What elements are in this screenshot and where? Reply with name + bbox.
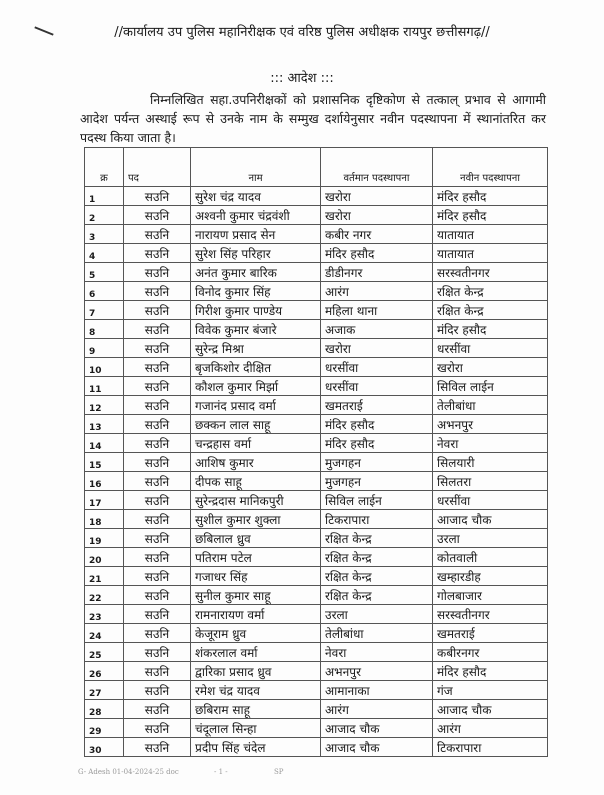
cell-current-posting: आजाद चौक bbox=[321, 719, 433, 738]
cell-current-posting: अजाक bbox=[321, 320, 433, 339]
cell-post: सउनि bbox=[124, 567, 191, 586]
cell-current-posting: अभनपुर bbox=[321, 662, 433, 681]
cell-name: बृजकिशोर दीक्षित bbox=[191, 358, 321, 377]
cell-name: केजूराम ध्रुव bbox=[191, 624, 321, 643]
cell-post: सउनि bbox=[124, 643, 191, 662]
cell-post: सउनि bbox=[124, 301, 191, 320]
cell-new-posting: कोतवाली bbox=[433, 548, 548, 567]
cell-serial: 6 bbox=[85, 282, 124, 301]
cell-serial: 19 bbox=[85, 529, 124, 548]
cell-serial: 30 bbox=[85, 738, 124, 757]
cell-new-posting: सिलतरा bbox=[433, 472, 548, 491]
cell-new-posting: आजाद चौक bbox=[433, 510, 548, 529]
cell-name: दीपक साहू bbox=[191, 472, 321, 491]
cell-current-posting: रक्षित केन्द्र bbox=[321, 586, 433, 605]
cell-new-posting: गंज bbox=[433, 681, 548, 700]
cell-serial: 29 bbox=[85, 719, 124, 738]
cell-new-posting: धरसींवा bbox=[433, 491, 548, 510]
cell-name: रमेश चंद्र यादव bbox=[191, 681, 321, 700]
cell-post: सउनि bbox=[124, 700, 191, 719]
cell-name: सुरेश सिंह परिहार bbox=[191, 244, 321, 263]
table-row bbox=[85, 491, 548, 510]
cell-post: सउनि bbox=[124, 624, 191, 643]
cell-current-posting: मंदिर हसौद bbox=[321, 415, 433, 434]
cell-serial: 24 bbox=[85, 624, 124, 643]
table-row bbox=[85, 624, 548, 643]
cell-new-posting: टिकरापारा bbox=[433, 738, 548, 757]
cell-name: सुशील कुमार शुक्ला bbox=[191, 510, 321, 529]
cell-name: विनोद कुमार सिंह bbox=[191, 282, 321, 301]
cell-post: सउनि bbox=[124, 548, 191, 567]
cell-new-posting: मंदिर हसौद bbox=[433, 662, 548, 681]
cell-serial: 16 bbox=[85, 472, 124, 491]
cell-serial: 26 bbox=[85, 662, 124, 681]
col-header-new-posting: नवीन पदस्थापना bbox=[433, 148, 548, 187]
cell-new-posting: कबीरनगर bbox=[433, 643, 548, 662]
cell-name: रामनारायण वर्मा bbox=[191, 605, 321, 624]
cell-post: सउनि bbox=[124, 434, 191, 453]
table-row bbox=[85, 415, 548, 434]
cell-post: सउनि bbox=[124, 206, 191, 225]
cell-post: सउनि bbox=[124, 510, 191, 529]
cell-current-posting: रक्षित केन्द्र bbox=[321, 548, 433, 567]
table-row bbox=[85, 700, 548, 719]
table-row bbox=[85, 225, 548, 244]
cell-serial: 23 bbox=[85, 605, 124, 624]
order-title: ::: आदेश ::: bbox=[270, 71, 334, 86]
cell-post: सउनि bbox=[124, 358, 191, 377]
cell-post: सउनि bbox=[124, 320, 191, 339]
cell-name: विवेक कुमार बंजारे bbox=[191, 320, 321, 339]
cell-current-posting: सिविल लाईन bbox=[321, 491, 433, 510]
table-row bbox=[85, 339, 548, 358]
cell-serial: 4 bbox=[85, 244, 124, 263]
cell-current-posting: मुजगहन bbox=[321, 472, 433, 491]
cell-serial: 2 bbox=[85, 206, 124, 225]
cell-name: सुनील कुमार साहू bbox=[191, 586, 321, 605]
cell-serial: 17 bbox=[85, 491, 124, 510]
cell-name: चंदूलाल सिन्हा bbox=[191, 719, 321, 738]
cell-current-posting: धरसींवा bbox=[321, 377, 433, 396]
table-row bbox=[85, 377, 548, 396]
cell-serial: 12 bbox=[85, 396, 124, 415]
cell-current-posting: मंदिर हसौद bbox=[321, 434, 433, 453]
cell-serial: 20 bbox=[85, 548, 124, 567]
cell-serial: 13 bbox=[85, 415, 124, 434]
cell-serial: 15 bbox=[85, 453, 124, 472]
cell-new-posting: खरोरा bbox=[433, 358, 548, 377]
cell-post: सउनि bbox=[124, 244, 191, 263]
table-row bbox=[85, 320, 548, 339]
col-header-current-posting: वर्तमान पदस्थापना bbox=[321, 148, 433, 187]
cell-name: नारायण प्रसाद सेन bbox=[191, 225, 321, 244]
cell-post: सउनि bbox=[124, 586, 191, 605]
cell-new-posting: मंदिर हसौद bbox=[433, 206, 548, 225]
table-row bbox=[85, 510, 548, 529]
order-paragraph: निम्नलिखित सहा.उपनिरीक्षकों को प्रशासनिक दृष्टिकोण से तत्काल् प्रभाव से आगामी आदेश पर्यन्त अस्थाई रूप से उनके नाम के सम्मुख दर्शायेनुसार नवीन पदस्थापना में स्थानांतरित कर पदस्थ किया जाता है। bbox=[80, 92, 546, 145]
cell-new-posting: खमतराई bbox=[433, 624, 548, 643]
cell-serial: 9 bbox=[85, 339, 124, 358]
cell-current-posting: कबीर नगर bbox=[321, 225, 433, 244]
cell-post: सउनि bbox=[124, 681, 191, 700]
cell-current-posting: महिला थाना bbox=[321, 301, 433, 320]
cell-post: सउनि bbox=[124, 396, 191, 415]
table-row bbox=[85, 529, 548, 548]
table-row bbox=[85, 548, 548, 567]
cell-current-posting: मुजगहन bbox=[321, 453, 433, 472]
cell-post: सउनि bbox=[124, 282, 191, 301]
cell-name: कौशल कुमार मिर्झा bbox=[191, 377, 321, 396]
cell-serial: 11 bbox=[85, 377, 124, 396]
table-row bbox=[85, 472, 548, 491]
table-row bbox=[85, 643, 548, 662]
cell-new-posting: तेलीबांधा bbox=[433, 396, 548, 415]
cell-name: गजानंद प्रसाद वर्मा bbox=[191, 396, 321, 415]
table-header-row bbox=[85, 148, 548, 187]
cell-post: सउनि bbox=[124, 472, 191, 491]
cell-current-posting: डीडीनगर bbox=[321, 263, 433, 282]
cell-name: अनंत कुमार बारिक bbox=[191, 263, 321, 282]
table-row bbox=[85, 244, 548, 263]
cell-serial: 7 bbox=[85, 301, 124, 320]
table-row bbox=[85, 358, 548, 377]
office-header: //कार्यालय उप पुलिस महानिरीक्षक एवं वरिष्ठ पुलिस अधीक्षक रायपुर छत्तीसगढ़// bbox=[114, 25, 490, 40]
table-row bbox=[85, 681, 548, 700]
cell-serial: 5 bbox=[85, 263, 124, 282]
cell-new-posting: गोलबाजार bbox=[433, 586, 548, 605]
cell-current-posting: आमानाका bbox=[321, 681, 433, 700]
cell-new-posting: सरस्वतीनगर bbox=[433, 605, 548, 624]
cell-serial: 21 bbox=[85, 567, 124, 586]
table-row bbox=[85, 586, 548, 605]
footer-filename: G- Adesh 01-04-2024-25 doc bbox=[78, 768, 179, 776]
cell-new-posting: आजाद चौक bbox=[433, 700, 548, 719]
table-row bbox=[85, 605, 548, 624]
cell-name: पतिराम पटेल bbox=[191, 548, 321, 567]
cell-current-posting: आरंग bbox=[321, 282, 433, 301]
cell-serial: 25 bbox=[85, 643, 124, 662]
cell-serial: 18 bbox=[85, 510, 124, 529]
cell-current-posting: खरोरा bbox=[321, 187, 433, 206]
table-row bbox=[85, 719, 548, 738]
table-row bbox=[85, 662, 548, 681]
table-row bbox=[85, 206, 548, 225]
cell-name: आशिष कुमार bbox=[191, 453, 321, 472]
cell-current-posting: खमतराई bbox=[321, 396, 433, 415]
cell-post: सउनि bbox=[124, 453, 191, 472]
cell-post: सउनि bbox=[124, 662, 191, 681]
table-row bbox=[85, 282, 548, 301]
cell-current-posting: तेलीबांधा bbox=[321, 624, 433, 643]
table-row bbox=[85, 738, 548, 757]
cell-current-posting: आरंग bbox=[321, 700, 433, 719]
cell-name: सुरेश चंद्र यादव bbox=[191, 187, 321, 206]
cell-current-posting: टिकरापारा bbox=[321, 510, 433, 529]
cell-new-posting: खम्हारडीह bbox=[433, 567, 548, 586]
cell-post: सउनि bbox=[124, 187, 191, 206]
cell-name: चन्द्रहास वर्मा bbox=[191, 434, 321, 453]
cell-post: सउनि bbox=[124, 415, 191, 434]
table-row bbox=[85, 263, 548, 282]
table-row bbox=[85, 187, 548, 206]
cell-post: सउनि bbox=[124, 738, 191, 757]
cell-post: सउनि bbox=[124, 263, 191, 282]
cell-new-posting: रक्षित केन्द्र bbox=[433, 301, 548, 320]
cell-current-posting: धरसींवा bbox=[321, 358, 433, 377]
cell-current-posting: खरोरा bbox=[321, 206, 433, 225]
cell-new-posting: यातायात bbox=[433, 244, 548, 263]
cell-serial: 1 bbox=[85, 187, 124, 206]
cell-current-posting: मंदिर हसौद bbox=[321, 244, 433, 263]
table-row bbox=[85, 434, 548, 453]
footer-initials: SP bbox=[274, 768, 284, 776]
cell-serial: 28 bbox=[85, 700, 124, 719]
cell-name: छबिराम साहू bbox=[191, 700, 321, 719]
cell-post: सउनि bbox=[124, 719, 191, 738]
cell-serial: 8 bbox=[85, 320, 124, 339]
cell-post: सउनि bbox=[124, 529, 191, 548]
cell-name: प्रदीप सिंह चंदेल bbox=[191, 738, 321, 757]
cell-current-posting: आजाद चौक bbox=[321, 738, 433, 757]
cell-new-posting: रक्षित केन्द्र bbox=[433, 282, 548, 301]
cell-serial: 10 bbox=[85, 358, 124, 377]
cell-serial: 3 bbox=[85, 225, 124, 244]
cell-name: गजाधर सिंह bbox=[191, 567, 321, 586]
cell-new-posting: आरंग bbox=[433, 719, 548, 738]
cell-name: अश्वनी कुमार चंद्रवंशी bbox=[191, 206, 321, 225]
cell-current-posting: खरोरा bbox=[321, 339, 433, 358]
cell-current-posting: रक्षित केन्द्र bbox=[321, 529, 433, 548]
cell-serial: 14 bbox=[85, 434, 124, 453]
col-header-name: नाम bbox=[191, 148, 321, 187]
cell-post: सउनि bbox=[124, 605, 191, 624]
cell-new-posting: धरसींवा bbox=[433, 339, 548, 358]
cell-new-posting: अभनपुर bbox=[433, 415, 548, 434]
table-row bbox=[85, 453, 548, 472]
footer-page-number: - 1 - bbox=[214, 768, 228, 776]
cell-new-posting: यातायात bbox=[433, 225, 548, 244]
cell-new-posting: नेवरा bbox=[433, 434, 548, 453]
cell-new-posting: मंदिर हसौद bbox=[433, 320, 548, 339]
cell-name: शंकरलाल वर्मा bbox=[191, 643, 321, 662]
table-row bbox=[85, 396, 548, 415]
cell-serial: 27 bbox=[85, 681, 124, 700]
table-row bbox=[85, 301, 548, 320]
table-row bbox=[85, 567, 548, 586]
transfer-table bbox=[84, 147, 548, 757]
cell-post: सउनि bbox=[124, 377, 191, 396]
cell-new-posting: उरला bbox=[433, 529, 548, 548]
cell-name: सुरेन्द्रदास मानिकपुरी bbox=[191, 491, 321, 510]
cell-new-posting: सिविल लाईन bbox=[433, 377, 548, 396]
cell-post: सउनि bbox=[124, 339, 191, 358]
cell-new-posting: मंदिर हसौद bbox=[433, 187, 548, 206]
cell-name: द्वारिका प्रसाद ध्रुव bbox=[191, 662, 321, 681]
cell-new-posting: सरस्वतीनगर bbox=[433, 263, 548, 282]
col-header-post: पद bbox=[124, 148, 191, 187]
cell-name: सुरेन्द्र मिश्रा bbox=[191, 339, 321, 358]
cell-current-posting: रक्षित केन्द्र bbox=[321, 567, 433, 586]
cell-current-posting: उरला bbox=[321, 605, 433, 624]
col-header-serial: क्र bbox=[85, 148, 124, 187]
cell-serial: 22 bbox=[85, 586, 124, 605]
cell-name: गिरीश कुमार पाण्डेय bbox=[191, 301, 321, 320]
cell-new-posting: सिलयारी bbox=[433, 453, 548, 472]
cell-name: छबिलाल ध्रुव bbox=[191, 529, 321, 548]
cell-post: सउनि bbox=[124, 225, 191, 244]
cell-name: छक्कन लाल साहू bbox=[191, 415, 321, 434]
cell-current-posting: नेवरा bbox=[321, 643, 433, 662]
cell-post: सउनि bbox=[124, 491, 191, 510]
